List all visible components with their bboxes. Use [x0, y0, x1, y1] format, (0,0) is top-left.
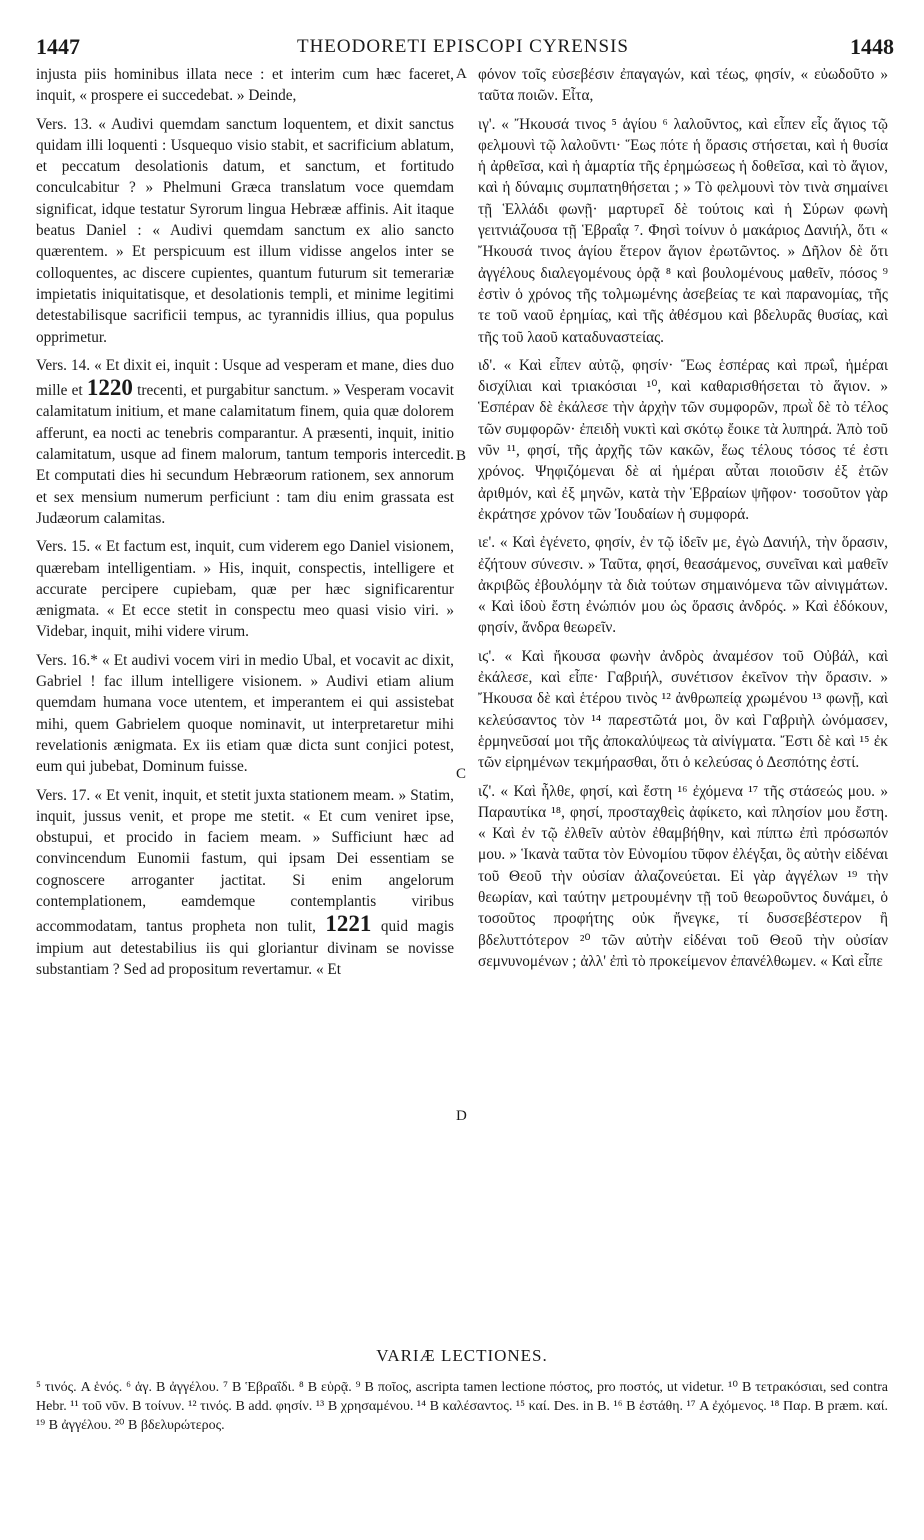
latin-paragraph: Vers. 13. « Audivi quemdam sanctum loquentem, et dixit sanctus quidam illi loquenti : Usquequo visio stabit, et sacrificium ablatum, et peccatum desolationis datum, et sanctum, et fortitudo conculcabitur ? » Phelmuni Græca translatum voce quemdam significat, idque testatur Syrorum lingua Hebrææ affinis. Ait itaque beatus Daniel : « Audivi quemdam sanctum ex alio sancto quærentem. » Et perspicuum est illum vidisse angelos inter se colloquentes, ac discere cupientes, quantum futurum sit temerariæ impietatis iniquitatisque, et desolationis templi, et minime legitimi detestabilisque sacrificii tempus, ac tyrannidis illius, qua populus opprimetur.: [36, 115, 454, 346]
latin-paragraph: Vers. 16.* « Et audivi vocem viri in medio Ubal, et vocavit ac dixit, Gabriel ! fac illum intelligere visionem. » Audivi etiam alium quemdam humana voce utentem, et imperantem ei qui assistebat mihi, quem Gabrielem quoque nominavit, ut interpretaretur mihi revelationis ænigmata. Ex iis etiam quæ dicta sunt conjici potest, eum qui jubebat, Dominum fuisse.: [36, 651, 454, 776]
latin-text: Vers. 14. « Et dixit ei, inquit : Usque ad vesperam et mane, dies duo mille et: [36, 356, 454, 400]
margin-marker: B: [456, 448, 467, 464]
greek-column: [478, 64, 888, 972]
page-header: [32, 34, 894, 60]
greek-paragraph: φόνον τοῖς εὐσεβέσιν ἐπαγαγών, καὶ τέως, φησίν, « εὐωδοῦτο » ταῦτα ποιῶν. Εἶτα,: [478, 66, 888, 105]
column-number: 1221: [325, 911, 372, 937]
margin-marker: D: [456, 1108, 467, 1124]
greek-paragraph: ιε'. « Καὶ ἐγένετο, φησίν, ἐν τῷ ἰδεῖν με, ἐγὼ Δανιήλ, τὴν ὅρασιν, ἐζήτουν σύνεσιν. » Ταῦτα, φησί, θεασάμενος, συνεῖναι καὶ μαθεῖν ἀκριβῶς ἐβουλόμην τὰ διὰ τούτων σημαινόμενα τῶν αἰνιγμάτων. « Καὶ ἰδοὺ ἔστη ἐνώπιόν μου ὡς ὅρασις ἀνδρός. » Καὶ ἐδόκουν, φησίν, ἄνδρα θεωρεῖν.: [478, 534, 888, 637]
greek-paragraph: ιγ'. « Ἤκουσά τινος ⁵ ἁγίου ⁶ λαλοῦντος, καὶ εἶπεν εἷς ἅγιος τῷ φελμουνὶ τῷ λαλοῦντι· Ἕως πότε ἡ ὅρασις στήσεται, καὶ ἡ θυσία ἡ ἀρθεῖσα, καὶ ἡ ἁμαρτία τῆς ἐρημώσεως ἡ δοθεῖσα, καὶ τὸ ἅγιον, καὶ ἡ δύναμις συμπατηθήσεται ; » Τὸ φελμουνὶ τὸν τινὰ σημαίνει τῇ Ἑλλάδι φωνῇ· μαρτυρεῖ δὲ τούτοις καὶ ἡ Σύρων φωνὴ γειτνιάζουσα τῇ Ἑβραΐᾳ ⁷. Φησὶ τοίνυν ὁ μακάριος Δανιήλ, ὅτι « Ἤκουσά τινος ἁγίου ἕτερον ἅγιον ἐρωτῶντος. » Δῆλον δὲ ὅτι ἀγγέλους διαλεγομένους ὁρᾷ ⁸ καὶ βουλομένους μαθεῖν, πόσος ⁹ ἐστὶν ὁ χρόνος τῆς τολμωμένης ἀσεβείας τε καὶ παρανομίας, τῆς τε τοῦ ναοῦ ἐρημίας, καὶ τῆς ἀθέσμου καὶ βδελυρᾶς θυσίας, καὶ τῆς τοῦ λαοῦ καταδυναστείας.: [478, 115, 888, 346]
latin-paragraph: [36, 785, 454, 981]
greek-paragraph: ιζ'. « Καὶ ἦλθε, φησί, καὶ ἔστη ¹⁶ ἐχόμενα ¹⁷ τῆς στάσεώς μου. » Παραυτίκα ¹⁸, φησί, προσταχθεὶς ἀφίκετο, καὶ πλησίον μου ἔστη. « Καὶ ἐν τῷ ἐλθεῖν αὐτὸν ἐθαμβήθην, καὶ πίπτω ἐπὶ πρόσωπόν μου. » Ἱκανὰ ταῦτα τὸν Εὐνομίου τῦφον ἐλέγξαι, ὃς αὐτὴν εἰδέναι τοῦ Θεοῦ τὴν οὐσίαν ἀλαζονεύεται. Εἰ γὰρ ἀγγέλων ¹⁹ τὴν θεωρίαν, καὶ ταύτην μετρουμένην τῇ τοῦ θεωροῦντος δυνάμει, ὁ τοσοῦτος προφήτης οὐκ ἤνεγκε, τί δυσσεβέστερον ἢ βδελυττότερον ²⁰ τῶν αὐτὴν εἰδέναι τοῦ Θεοῦ τὴν οὐσίαν σεμνυνομένων ; ἀλλ' ἐπὶ τὸ προκείμενον ἐπανέλθωμεν. « Καὶ εἶπε: [478, 782, 888, 970]
page-number-left: 1447: [36, 34, 80, 59]
latin-paragraph: Vers. 15. « Et factum est, inquit, cum viderem ego Daniel visionem, quærebam intelligentiam. » His, inquit, conspectis, intelligere et accurate percipere cupiebam, quæ per hæc significarentur ænigmata. « Et ecce stetit in conspectu meo quasi visio viri. » Videbar, inquit, mihi videre virum.: [36, 538, 454, 641]
running-title: THEODORETI EPISCOPI CYRENSIS: [296, 36, 630, 57]
margin-marker: C: [456, 766, 467, 782]
page-number-right: 1448: [850, 34, 894, 59]
latin-text: Vers. 17. « Et venit, inquit, et stetit juxta stationem meam. » Statim, inquit, jussus venit, et prope me stetit. « Et cum veniret ipse, obstupui, et procido in faciem meam. » Sufficiunt hæc ad convincendum Eunomii fastum, qui ipsam Dei essentiam se cognoscere arroganter jactitat. Si enim angelorum contemplationem, eamdemque contemplantis viribus accommodatam, tantus propheta non tulit,: [36, 786, 454, 936]
margin-marker: A: [456, 66, 467, 82]
latin-text: quid magis impium aut detestabilius iis qui gloriantur divinam se novisse substantiam ? Sed ad propositum revertamur. « Et: [36, 918, 455, 978]
greek-paragraph: ιδ'. « Καὶ εἶπεν αὐτῷ, φησίν· Ἕως ἑσπέρας καὶ πρωΐ, ἡμέραι δισχίλιαι καὶ τριακόσιαι ¹⁰, καὶ καθαρισθήσεται τὸ ἅγιον. » Ἑσπέραν δὲ ἐκάλεσε τὴν ἀρχὴν τῶν συμφορῶν, πρωῒ δὲ τὸ τέλος τῶν συμφορῶν· ἐπειδὴ νυκτὶ καὶ σκότῳ ἔοικε τὰ λυπηρά. Ἀπὸ τοῦ νῦν ¹¹, φησί, τῆς ἀρχῆς τῶν κακῶν, ἕως τέλους τόσος τέ ἐστι χρόνος. Ψηφιζόμεναι δὲ αἱ ἡμέραι αὗται ποιοῦσιν ἐξ ἐτῶν ἀριθμόν, καὶ ἐξ μηνῶν, κατὰ τὴν Ἑβραίων ψῆφον· τοσοῦτον γὰρ ἐκράτησε χρόνον τῶν Ἰουδαίων ἡ συμφορά.: [478, 356, 888, 523]
latin-column: [36, 64, 454, 980]
column-number: 1220: [86, 375, 133, 401]
greek-paragraph: ιϛ'. « Καὶ ἤκουσα φωνὴν ἀνδρὸς ἀναμέσον τοῦ Οὐβάλ, καὶ ἐκάλεσε, καὶ εἶπε· Γαβριήλ, συνέτισον ἐκεῖνον τὴν ὅρασιν. » Ἤκουσα δὲ καὶ ἑτέρου τινὸς ¹² ἀνθρωπείᾳ χρωμένου ¹³ φωνῇ, καὶ κελεύσαντος τὸν ¹⁴ παρεστῶτά μοι, ὃν καὶ Γαβριὴλ ὠνόμασεν, ἑρμηνεῦσαί μοι τῆς ἀποκαλύψεως τὰ αἰνίγματα. Ἔστι δὲ καὶ ¹⁵ ἐκ τῶν εἰρημένων τεκμήρασθαι, ὅτι ὁ κελεύσας ὁ Δεσπότης ἐστί.: [478, 647, 888, 772]
apparatus-title: VARIÆ LECTIONES.: [376, 1346, 548, 1365]
apparatus-notes: ⁵ τινός. A ἑνός. ⁶ ἁγ. B ἀγγέλου. ⁷ B Ἑβραΐδι. ⁸ B εὑρᾷ. ⁹ B ποῖος, ascripta tamen lectione πόστος, pro ποστός, ut videtur. ¹⁰ B τετρακόσιαι, sed contra Hebr. ¹¹ τοῦ νῦν. B τοίνυν. ¹² τινός. B add. φησίν. ¹³ B χρησαμένου. ¹⁴ B καλέσαντος. ¹⁵ καί. Des. in B. ¹⁶ B ἐστάθη. ¹⁷ A ἐχόμενος. ¹⁸ Παρ. B præm. καί. ¹⁹ B ἀγγέλου. ²⁰ B βδελυρώτερος.: [36, 1380, 888, 1433]
latin-text: trecenti, et purgabitur sanctum. » Vesperam vocavit calamitatum initium, et mane calamitatum finem, quia quæ dolorem afferunt, ea nocti ac tenebris comparantur. A præsenti, inquit, initio calamitatum, usque ad finem malorum, tantum temporis intercedit. Et computati dies hi secundum Hebræorum rationem, sex annorum et sex mensium numerum perficiunt : tam diu enim grassata est Judæorum calamitas.: [36, 382, 454, 527]
latin-paragraph: injusta piis hominibus illata nece : et interim cum hæc faceret, inquit, « prospere ei succedebat. » Deinde,: [36, 66, 454, 105]
latin-paragraph: [36, 355, 454, 529]
